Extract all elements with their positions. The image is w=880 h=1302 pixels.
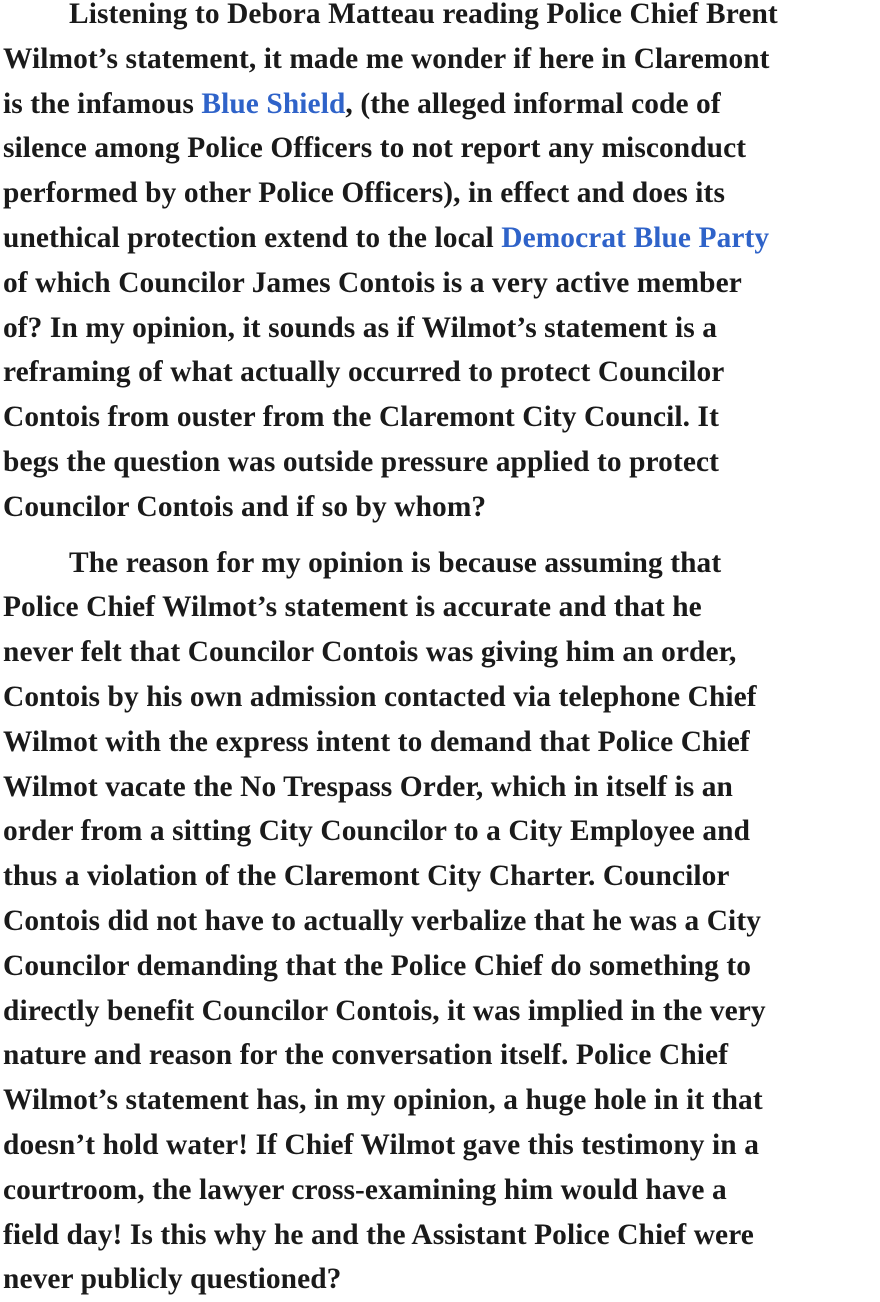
text-line: of? In my opinion, it sounds as if Wilmot’s statement is a (3, 311, 717, 344)
text-segment: unethical protection extend to the local (3, 221, 502, 254)
text-line: Wilmot’s statement has, in my opinion, a huge hole in it that (3, 1084, 763, 1117)
text-line: performed by other Police Officers), in effect and does its (3, 177, 725, 210)
text-line: never publicly questioned? (3, 1263, 342, 1296)
paragraph-2 (3, 541, 880, 1302)
text-segment: , (the alleged informal code of (345, 87, 721, 120)
text-line: order from a sitting City Councilor to a City Employee and (3, 815, 751, 848)
text-line: Wilmot with the express intent to demand that Police Chief (3, 725, 750, 758)
text-line: Wilmot vacate the No Trespass Order, which in itself is an (3, 770, 733, 803)
text-line: reframing of what actually occurred to protect Councilor (3, 356, 725, 389)
text-line: never felt that Councilor Contois was giving him an order, (3, 636, 737, 669)
text-line: of which Councilor James Contois is a very active member (3, 266, 742, 299)
text-line: Contois did not have to actually verbalize that he was a City (3, 904, 762, 937)
text-line (3, 216, 880, 261)
blue-shield-link[interactable]: Blue Shield (201, 87, 346, 120)
text-line: The reason for my opinion is because assuming that (69, 546, 722, 579)
democrat-blue-party-link[interactable]: Democrat Blue Party (501, 221, 770, 254)
text-line (3, 82, 880, 127)
text-line: begs the question was outside pressure applied to protect (3, 445, 720, 478)
text-line: field day! Is this why he and the Assistant Police Chief were (3, 1218, 754, 1251)
text-line: Police Chief Wilmot’s statement is accurate and that he (3, 591, 702, 624)
text-line: nature and reason for the conversation itself. Police Chief (3, 1039, 729, 1072)
text-line: doesn’t hold water! If Chief Wilmot gave this testimony in a (3, 1128, 759, 1161)
text-line: Councilor Contois and if so by whom? (3, 490, 487, 523)
text-segment: is the infamous (3, 87, 202, 120)
text-line: Contois from ouster from the Claremont City Council. It (3, 401, 719, 434)
text-line: Wilmot’s statement, it made me wonder if here in Claremont (3, 42, 770, 75)
text-line: directly benefit Councilor Contois, it was implied in the very (3, 994, 766, 1027)
paragraph-1 (3, 0, 880, 530)
text-line: silence among Police Officers to not report any misconduct (3, 132, 747, 165)
text-line: courtroom, the lawyer cross-examining him would have a (3, 1173, 727, 1206)
text-line: Councilor demanding that the Police Chief do something to (3, 949, 752, 982)
text-line: Listening to Debora Matteau reading Police Chief Brent (69, 0, 778, 30)
text-line: thus a violation of the Claremont City Charter. Councilor (3, 860, 730, 893)
text-line: Contois by his own admission contacted via telephone Chief (3, 680, 757, 713)
